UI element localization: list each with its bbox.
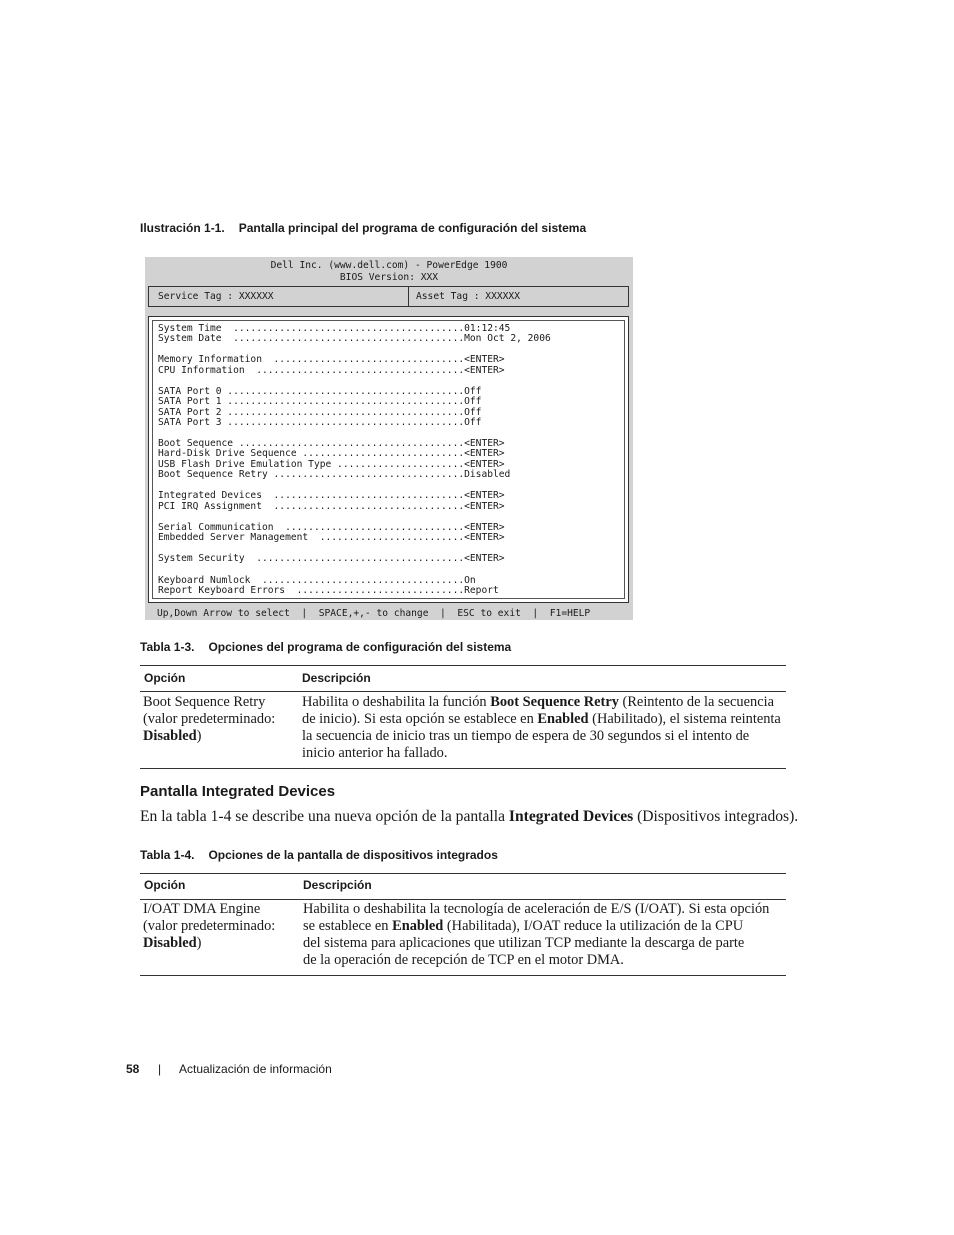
section-heading: Pantalla Integrated Devices [140, 783, 336, 800]
bios-row: SATA Port 1 .........................................Off [158, 396, 482, 407]
table4 [140, 873, 786, 978]
figure-caption [140, 221, 586, 235]
table3-desc-line [302, 711, 781, 728]
table4-desc-line [303, 935, 769, 952]
table3-desc-text: (Reintento de la secuencia [618, 694, 774, 710]
section-paragraph [140, 808, 798, 826]
table4-option-name: I/OAT DMA Engine [143, 901, 261, 917]
bios-asset-tag: Asset Tag : XXXXXX [416, 291, 520, 302]
bios-header-line2: BIOS Version: XXX [339, 272, 439, 283]
footer-title: Actualización de información [179, 1062, 332, 1076]
bios-row: SATA Port 2 .........................................Off [158, 407, 482, 418]
table3-bottom-rule [140, 768, 786, 769]
bios-row: System Security ....................................<ENTER> [158, 553, 505, 564]
table3-option-cell [143, 694, 275, 745]
table3-desc-text: inicio anterior ha fallado. [302, 745, 448, 761]
table3-desc-text: (Habilitado), el sistema reintenta [588, 711, 781, 727]
footer-separator: | [158, 1062, 162, 1076]
bios-row: SATA Port 3 .........................................Off [158, 417, 482, 428]
table4-option-default-close: ) [196, 935, 202, 951]
figure-title: Pantalla principal del programa de configuración del sistema [238, 221, 587, 235]
table4-header-option: Opción [144, 878, 186, 892]
bios-row: Memory Information .................................<ENTER> [158, 354, 505, 365]
table3-option-name: Boot Sequence Retry [143, 694, 266, 710]
bios-row: Embedded Server Management .........................<ENTER> [158, 532, 505, 543]
table4-title: Opciones de la pantalla de dispositivos integrados [208, 848, 498, 862]
bios-header-line1: Dell Inc. (www.dell.com) - PowerEdge 1900 [270, 260, 508, 271]
table3-header-description: Descripción [302, 671, 371, 685]
table3-desc-bold: Boot Sequence Retry [490, 694, 619, 710]
bios-row: System Date ........................................Mon Oct 2, 2006 [158, 333, 551, 344]
table3-header-rule [140, 691, 786, 692]
bios-row: Boot Sequence Retry .................................Disabled [158, 469, 511, 480]
bios-tags-divider [408, 287, 409, 306]
table4-bottom-rule [140, 975, 786, 976]
table4-option-default [143, 935, 275, 952]
table4-header-rule [140, 899, 786, 900]
table3-desc-bold: Enabled [537, 711, 589, 727]
table4-desc-line [303, 918, 769, 935]
table4-desc-text: se establece en [303, 918, 393, 934]
bios-row: Hard-Disk Drive Sequence ............................<ENTER> [158, 448, 505, 459]
bios-key-help-bar: Up,Down Arrow to select | SPACE,+,- to change | ESC to exit | F1=HELP [157, 608, 591, 619]
table3-top-rule [140, 665, 786, 666]
table4-top-rule [140, 873, 786, 874]
table3-option-default-label: (valor predeterminado: [143, 711, 276, 727]
table3-desc-line [302, 728, 781, 745]
bios-row: PCI IRQ Assignment .................................<ENTER> [158, 501, 505, 512]
bios-main-panel [148, 316, 629, 603]
table4-desc-text: del sistema para aplicaciones que utilizan TCP mediante la descarga de parte [303, 935, 745, 951]
para-text: En la tabla 1-4 se describe una nueva opción de la pantalla [140, 808, 509, 825]
bios-row: USB Flash Drive Emulation Type ......................<ENTER> [158, 459, 505, 470]
table3-desc-text: Habilita o deshabilita la función [302, 694, 491, 710]
table3-description-cell [302, 694, 781, 762]
table3-desc-text: la secuencia de inicio tras un tiempo de espera de 30 segundos si el intento de [302, 728, 750, 744]
table4-option-cell [143, 901, 275, 952]
table3-desc-text: de inicio). Si esta opción se establece en [302, 711, 538, 727]
table4-desc-text: de la operación de recepción de TCP en el motor DMA. [303, 952, 624, 968]
table3-option-default [143, 728, 275, 745]
bios-tags-box [148, 286, 629, 307]
table4-header-description: Descripción [303, 878, 372, 892]
table4-caption [140, 848, 498, 862]
table3 [140, 665, 786, 770]
bios-row: Integrated Devices .................................<ENTER> [158, 490, 505, 501]
table4-description-cell [303, 901, 769, 969]
table4-desc-line [303, 952, 769, 969]
page-number: 58 [126, 1062, 140, 1076]
bios-row: SATA Port 0 .........................................Off [158, 386, 482, 397]
bios-row: System Time ........................................01:12:45 [158, 323, 511, 334]
table3-option-default-value: Disabled [143, 728, 197, 744]
table3-header-option: Opción [144, 671, 186, 685]
figure-number: Ilustración 1-1. [140, 221, 225, 235]
table3-desc-line [302, 745, 781, 762]
bios-setup-screenshot [145, 257, 633, 620]
table3-desc-line [302, 694, 781, 711]
bios-row: Boot Sequence .......................................<ENTER> [158, 438, 505, 449]
bios-row: Report Keyboard Errors .............................Report [158, 585, 499, 596]
bios-row: CPU Information ....................................<ENTER> [158, 365, 505, 376]
table3-title: Opciones del programa de configuración del sistema [208, 640, 512, 654]
table4-option-default-label: (valor predeterminado: [143, 918, 276, 934]
table4-desc-bold: Enabled [392, 918, 444, 934]
bios-row: Serial Communication ...............................<ENTER> [158, 522, 505, 533]
table3-caption [140, 640, 511, 654]
para-bold: Integrated Devices [508, 808, 634, 825]
para-text-end: (Dispositivos integrados). [633, 808, 799, 825]
table4-desc-text: Habilita o deshabilita la tecnología de aceleración de E/S (I/OAT). Si esta opción [303, 901, 770, 917]
table4-desc-text: (Habilitada), I/OAT reduce la utilización de la CPU [443, 918, 744, 934]
table4-option-default-value: Disabled [143, 935, 197, 951]
table4-number: Tabla 1-4. [140, 848, 195, 862]
table3-number: Tabla 1-3. [140, 640, 195, 654]
table3-option-default-close: ) [196, 728, 202, 744]
bios-row: Keyboard Numlock ...................................On [158, 575, 476, 586]
bios-service-tag: Service Tag : XXXXXX [158, 291, 274, 302]
table4-desc-line [303, 901, 769, 918]
